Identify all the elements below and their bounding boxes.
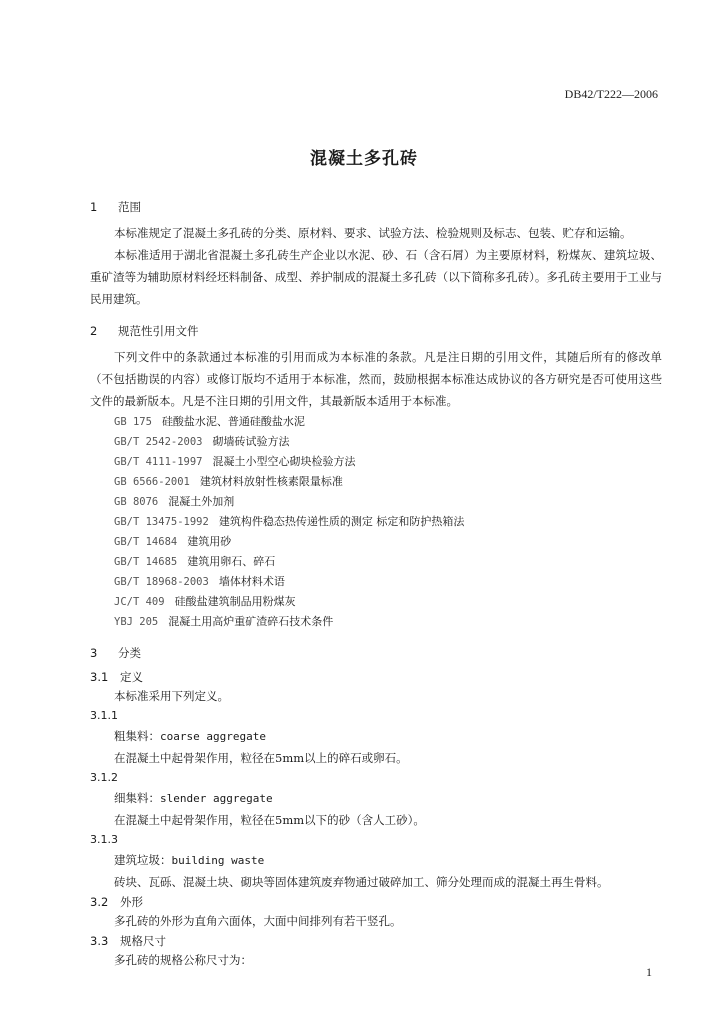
term-definition: 在混凝土中起骨架作用，粒径在5mm以上的碎石或卵石。: [114, 751, 408, 765]
term-english: coarse aggregate: [160, 730, 266, 743]
term-entry: [90, 787, 662, 810]
section-number: 1: [90, 200, 98, 214]
document-title: 混凝土多孔砖: [310, 149, 418, 169]
section-title: 范围: [118, 200, 141, 214]
reference-code: GB/T 13475-1992: [114, 516, 209, 528]
subsection-heading-shape: [90, 893, 662, 911]
subsection-heading-dimensions: [90, 932, 662, 950]
paragraph: 本标准采用下列定义。: [114, 689, 229, 703]
subsection-title: 外形: [120, 895, 143, 909]
section-heading-classification: [90, 644, 662, 662]
section-number: 2: [90, 324, 98, 338]
reference-item: [90, 412, 662, 432]
page-number: 1: [646, 965, 652, 979]
subsection-number: 3.2: [90, 895, 109, 909]
term-chinese: 细集料：: [114, 791, 160, 805]
section-heading-normative-references: [90, 322, 662, 340]
reference-name: 混凝土小型空心砌块检验方法: [212, 455, 356, 468]
subsection-title: 规格尺寸: [120, 934, 166, 948]
reference-code: GB/T 2542-2003: [114, 436, 203, 448]
paragraph: 多孔砖的外形为直角六面体，大面中间排列有若干竖孔。: [114, 914, 402, 928]
reference-name: 建筑构件稳态热传递性质的测定 标定和防护热箱法: [218, 515, 465, 528]
term-english: building waste: [171, 854, 265, 867]
reference-code: GB 8076: [114, 496, 159, 508]
reference-name: 硅酸盐水泥、普通硅酸盐水泥: [161, 415, 305, 428]
subsection-number: 3.3: [90, 934, 109, 948]
paragraph: 多孔砖的规格公称尺寸为：: [114, 953, 252, 967]
clause-number: 3.1.1: [90, 709, 118, 722]
reference-code: JC/T 409: [114, 596, 165, 608]
reference-name: 墙体材料术语: [218, 575, 285, 588]
reference-item: [90, 452, 662, 472]
reference-item: [90, 532, 662, 552]
term-chinese: 粗集料：: [114, 729, 160, 743]
clause-number: 3.1.2: [90, 771, 118, 784]
term-chinese: 建筑垃圾：: [114, 853, 172, 867]
reference-code: YBJ 205: [114, 616, 159, 628]
reference-item: [90, 492, 662, 512]
standard-code: DB42/T222—2006: [564, 87, 658, 101]
subsection-heading-definitions: [90, 668, 662, 686]
paragraph: 本标准适用于湖北省混凝土多孔砖生产企业以水泥、砂、石（含石屑）为主要原材料，粉煤灰、建筑垃圾、重矿渣等为辅助原材料经坯料制备、成型、养护制成的混凝土多孔砖（以下简称多孔砖）。多孔砖主要用于工业与民用建筑。: [90, 248, 662, 306]
reference-name: 混凝土用高炉重矿渣碎石技术条件: [168, 615, 334, 628]
reference-item: [90, 472, 662, 492]
section-title: 规范性引用文件: [118, 324, 199, 338]
reference-name: 混凝土外加剂: [168, 495, 235, 508]
reference-item: [90, 552, 662, 572]
section-number: 3: [90, 646, 98, 660]
term-definition: 在混凝土中起骨架作用，粒径在5mm以下的砂（含人工砂）。: [114, 813, 425, 827]
subsection-number: 3.1: [90, 670, 109, 684]
reference-code: GB 175: [114, 416, 152, 428]
reference-name: 建筑用砂: [187, 535, 232, 548]
reference-name: 硅酸盐建筑制品用粉煤灰: [174, 595, 296, 608]
term-definition: 砖块、瓦砾、混凝土块、砌块等固体建筑废弃物通过破碎加工、筛分处理而成的混凝土再生骨料。: [114, 875, 609, 889]
reference-name: 砌墙砖试验方法: [212, 435, 290, 448]
section-heading-scope: [90, 198, 662, 216]
reference-code: GB 6566-2001: [114, 476, 190, 488]
document-body: [90, 198, 662, 971]
reference-item: [90, 572, 662, 592]
term-english: slender aggregate: [160, 792, 273, 805]
reference-code: GB/T 18968-2003: [114, 576, 209, 588]
reference-item: [90, 512, 662, 532]
reference-name: 建筑材料放射性核素限量标准: [199, 475, 343, 488]
reference-item: [90, 432, 662, 452]
paragraph: 本标准规定了混凝土多孔砖的分类、原材料、要求、试验方法、检验规则及标志、包装、贮存和运输。: [114, 226, 632, 240]
reference-code: GB/T 14685: [114, 556, 178, 568]
reference-name: 建筑用卵石、碎石: [187, 555, 276, 568]
reference-code: GB/T 14684: [114, 536, 178, 548]
reference-item: [90, 612, 662, 632]
subsection-title: 定义: [120, 670, 143, 684]
clause-number: 3.1.3: [90, 833, 118, 846]
reference-list: [90, 412, 662, 632]
reference-item: [90, 592, 662, 612]
reference-code: GB/T 4111-1997: [114, 456, 203, 468]
term-entry: [90, 849, 662, 872]
paragraph: 下列文件中的条款通过本标准的引用而成为本标准的条款。凡是注日期的引用文件，其随后所有的修改单（不包括勘误的内容）或修订版均不适用于本标准，然而，鼓励根据本标准达成协议的各方研究是否可使用这些文件的最新版本。凡是不注日期的引用文件，其最新版本适用于本标准。: [90, 350, 662, 408]
term-entry: [90, 725, 662, 748]
section-title: 分类: [118, 646, 141, 660]
